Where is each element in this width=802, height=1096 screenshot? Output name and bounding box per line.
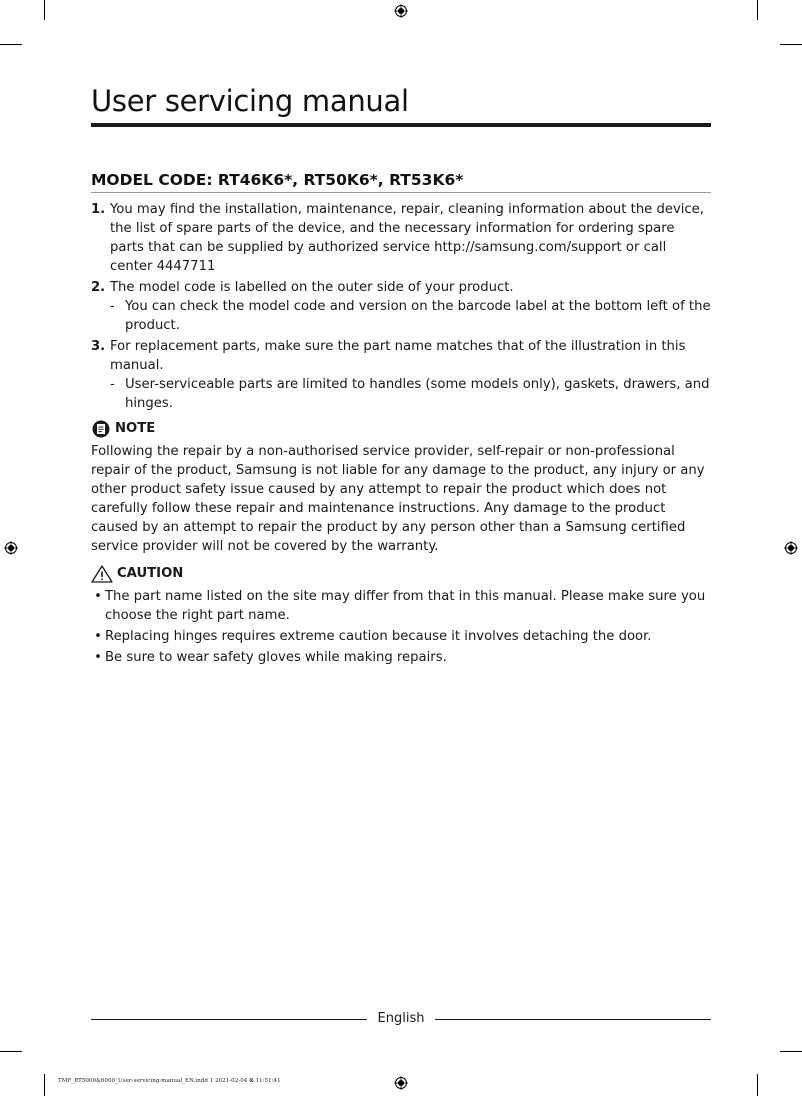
crop-mark — [780, 1051, 802, 1052]
model-code-divider — [91, 192, 711, 193]
bullet-mark: • — [94, 629, 102, 644]
bullet-mark: • — [94, 650, 102, 665]
sub-item-mark: - — [110, 377, 115, 392]
sub-item-text: You can check the model code and version on the barcode label at the bottom left of the product. — [125, 299, 711, 333]
list-item-body — [110, 337, 711, 413]
sub-item-text: User-serviceable parts are limited to handles (some models only), gaskets, drawers, and hinges. — [125, 377, 710, 411]
registration-mark-icon — [4, 541, 18, 555]
registration-mark-icon — [784, 541, 798, 555]
warning-triangle-icon — [91, 565, 113, 583]
footer-language: English — [377, 1011, 425, 1026]
bullet-text: Replacing hinges requires extreme caution because it involves detaching the door. — [105, 629, 652, 644]
list-item — [91, 627, 711, 646]
list-item-body — [110, 278, 711, 335]
caution-label: CAUTION — [117, 566, 184, 581]
main-content — [91, 200, 711, 669]
list-item-number: 3. — [91, 339, 106, 354]
model-code-heading: MODEL CODE: RT46K6*, RT50K6*, RT53K6* — [91, 171, 464, 189]
note-text: Following the repair by a non-authorised service provider, self-repair or non-professional repair of the product, Samsung is not liable for any damage to the product, any injury or any other product safety issue caused by any attempt to repair the product which does not carefully follow these repair and maintenance instructions. Any damage to the product caused by an attempt to repair the product by any person other than a Samsung certified service provider will not be covered by the warranty. — [91, 444, 705, 554]
list-item — [91, 337, 711, 413]
list-item-number: 1. — [91, 202, 106, 217]
bullet-text: The part name listed on the site may differ from that in this manual. Please make sure you choose the right part name. — [105, 589, 706, 623]
crop-mark — [780, 44, 802, 45]
caution-list — [91, 587, 711, 667]
list-item-text: The model code is labelled on the outer side of your product. — [110, 280, 514, 295]
registration-mark-icon — [394, 1076, 408, 1090]
list-item-text: For replacement parts, make sure the part name matches that of the illustration in this manual. — [110, 339, 686, 373]
sub-item-mark: - — [110, 299, 115, 314]
title-divider — [91, 123, 711, 127]
crop-mark — [757, 1074, 758, 1096]
list-item — [91, 587, 711, 625]
list-item — [91, 648, 711, 667]
list-item — [91, 278, 711, 335]
list-item-text: You may find the installation, maintenance, repair, cleaning information about the device, the list of spare parts of the device, and the necessary information for ordering spare parts that can be supplied by authorized service http://samsung.com/support or call center 4447711 — [110, 202, 704, 274]
crop-mark — [0, 44, 22, 45]
sub-item — [110, 297, 711, 335]
note-heading — [91, 419, 711, 438]
crop-mark — [44, 0, 45, 20]
footer-rule-right — [435, 1019, 711, 1020]
registration-mark-icon — [394, 4, 408, 18]
print-slug: TMF_RT5000&6000_User-servicing-manual_EN.indd 1 2021-02-04 ⊠ 11:51:41 — [58, 1078, 281, 1084]
crop-mark — [44, 1074, 45, 1096]
note-label: NOTE — [115, 421, 156, 436]
caution-heading — [91, 564, 711, 583]
bullet-mark: • — [94, 589, 102, 604]
bullet-text: Be sure to wear safety gloves while making repairs. — [105, 650, 447, 665]
sub-item — [110, 375, 711, 413]
footer-rule-left — [91, 1019, 367, 1020]
list-item-number: 2. — [91, 280, 106, 295]
numbered-list — [91, 200, 711, 413]
crop-mark — [757, 0, 758, 20]
crop-mark — [0, 1051, 22, 1052]
page-title: User servicing manual — [91, 84, 409, 118]
list-item — [91, 200, 711, 276]
note-icon — [91, 420, 111, 438]
